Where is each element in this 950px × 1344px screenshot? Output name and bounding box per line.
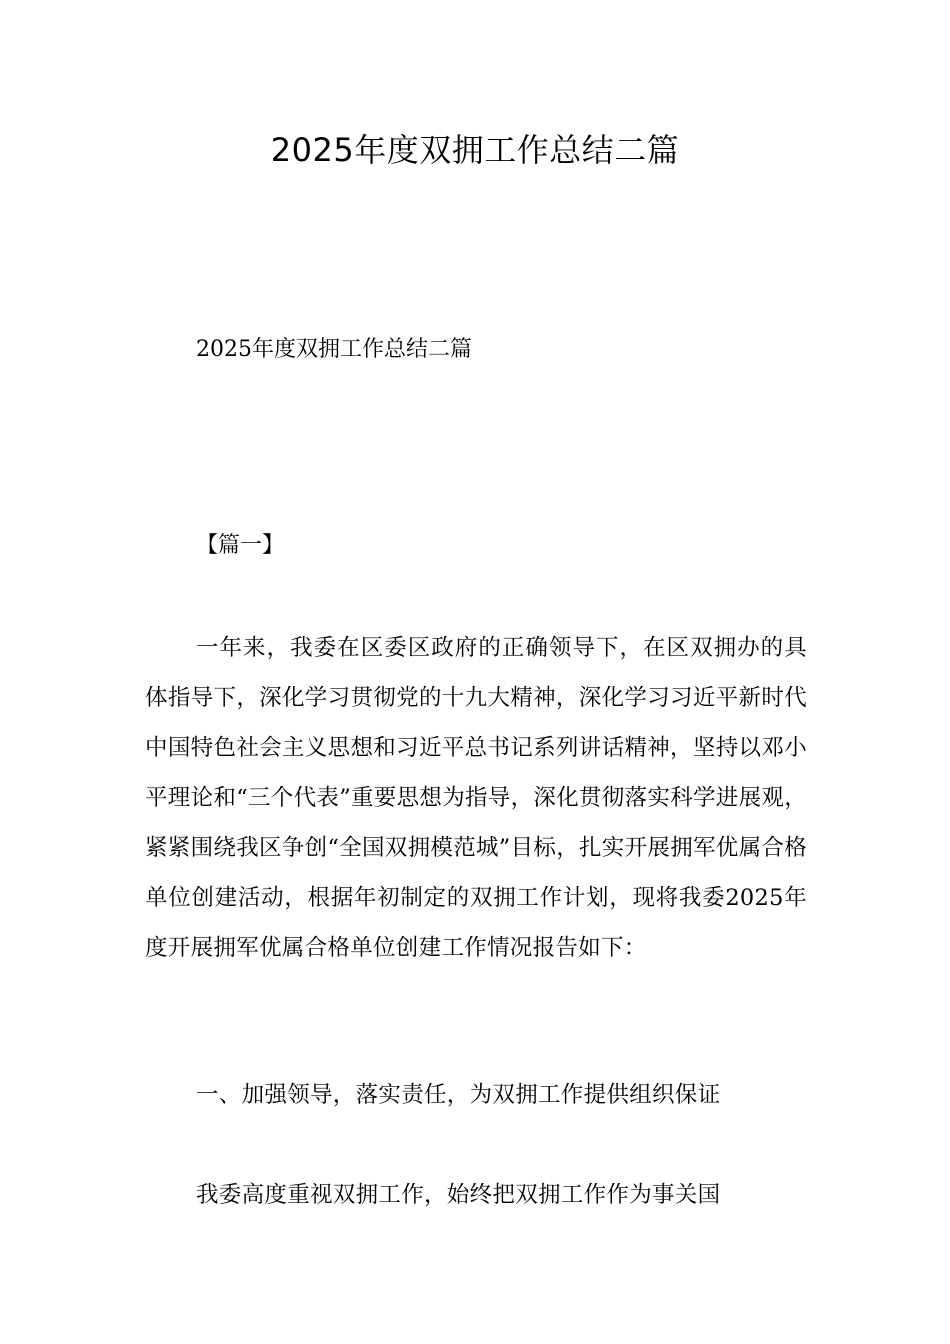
body-paragraph-2: 我委高度重视双拥工作，始终把双拥工作作为事关国	[196, 1182, 721, 1208]
body-paragraph-intro: 一年来，我委在区委区政府的正确领导下，在区双拥办的具体指导下，深化学习贯彻党的十九大精神，深化学习习近平新时代中国特色社会主义思想和习近平总书记系列讲话精神，坚持以邓小平理论和“三个代表”重要思想为指导，深化贯彻落实科学进展观，紧紧围绕我区争创“全国双拥模范城”目标，扎实开展拥军优属合格单位创建活动，根据年初制定的双拥工作计划，现将我委2025年度开展拥军优属合格单位创建工作情况报告如下：	[145, 635, 808, 961]
section-heading-1: 一、加强领导，落实责任，为双拥工作提供组织保证	[196, 1082, 721, 1108]
section-marker: 【篇一】	[196, 533, 285, 558]
document-subtitle: 2025年度双拥工作总结二篇	[196, 337, 472, 362]
document-title: 2025年度双拥工作总结二篇	[270, 131, 680, 169]
